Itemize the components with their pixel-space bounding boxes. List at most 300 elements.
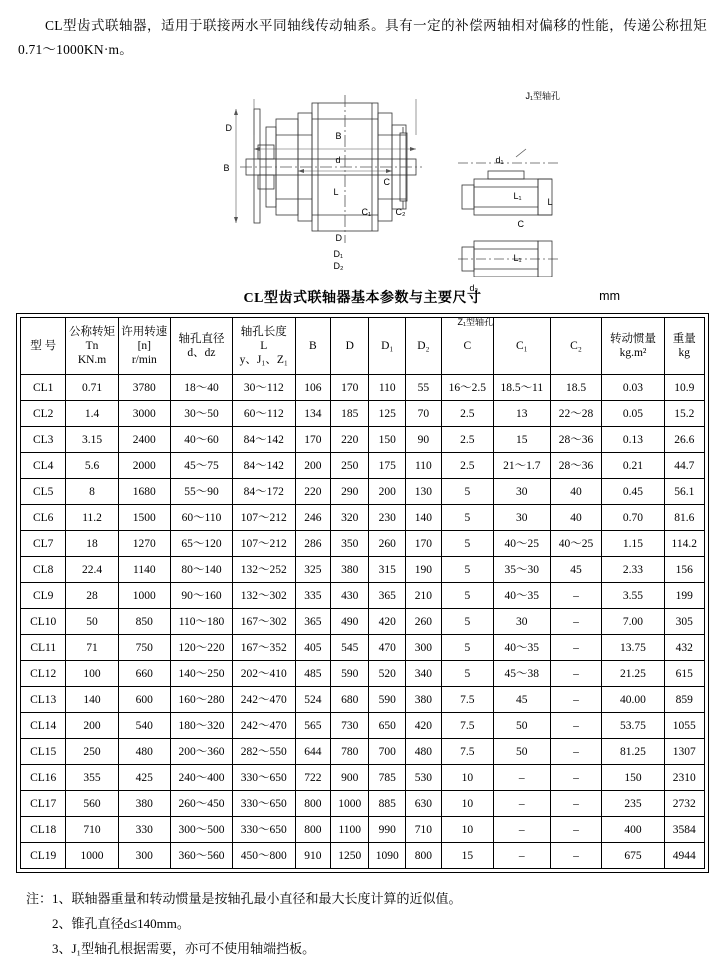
table-cell: 3000 [118, 401, 170, 427]
table-cell: 10 [441, 791, 493, 817]
table-cell: 140～250 [170, 661, 232, 687]
cell-model: CL13 [21, 687, 66, 713]
table-cell: 107～212 [233, 531, 296, 557]
header-line: C₂ [570, 340, 582, 353]
header-line: 轴孔长度 [240, 325, 287, 338]
table-row [21, 817, 705, 843]
table-cell: 300 [406, 635, 442, 661]
table-cell: 150 [369, 427, 406, 453]
cell-model: CL19 [21, 843, 66, 869]
table-row [21, 765, 705, 791]
cell-model: CL3 [21, 427, 66, 453]
table-cell: 185 [331, 401, 369, 427]
table-cell: 210 [406, 583, 442, 609]
table-row [21, 739, 705, 765]
table-cell: 235 [602, 791, 664, 817]
col-allowable-speed [118, 318, 170, 375]
table-cell: 220 [331, 427, 369, 453]
note-2: 2、锥孔直径d≤140mm。 [52, 915, 190, 931]
table-cell: 260 [406, 609, 442, 635]
header-line: kg [678, 347, 690, 360]
table-row [21, 557, 705, 583]
table-cell: 590 [369, 687, 406, 713]
table-cell: 0.21 [602, 453, 664, 479]
table-cell: 350 [331, 531, 369, 557]
cell-model: CL14 [21, 713, 66, 739]
table-cell: 167～302 [233, 609, 296, 635]
header-line: kg.m² [619, 347, 647, 360]
table-cell: 10.9 [664, 375, 704, 401]
table-cell: 30 [494, 609, 551, 635]
table-cell: 18.5～11 [494, 375, 551, 401]
header-line: D₂ [417, 340, 430, 353]
table-cell: – [550, 609, 602, 635]
drawing-label-j1: J₁型轴孔 [525, 91, 561, 102]
table-cell: 13.75 [602, 635, 664, 661]
table-cell: 1000 [66, 843, 118, 869]
table-cell: 330～650 [233, 817, 296, 843]
table-cell: 50 [494, 713, 551, 739]
header-line: D [345, 340, 354, 353]
table-cell: 28～36 [550, 427, 602, 453]
header-line: L [260, 340, 268, 353]
cell-model: CL16 [21, 765, 66, 791]
table-cell: 520 [369, 661, 406, 687]
table-cell: 84～142 [233, 427, 296, 453]
table-head [21, 318, 705, 375]
table-cell: – [494, 765, 551, 791]
drawing-label: C₂ [395, 207, 406, 218]
table-cell: 730 [331, 713, 369, 739]
col-bore-length [233, 318, 296, 375]
table-cell: 250 [66, 739, 118, 765]
table-cell: – [494, 791, 551, 817]
table-cell: 1.4 [66, 401, 118, 427]
table-header-row [21, 318, 705, 375]
col-moment-of-inertia [602, 318, 664, 375]
table-cell: 315 [369, 557, 406, 583]
cell-model: CL18 [21, 817, 66, 843]
table-cell: 40～25 [494, 531, 551, 557]
table-title-row [0, 287, 725, 307]
table-cell: 106 [295, 375, 331, 401]
table-cell: 425 [118, 765, 170, 791]
table-cell: 2732 [664, 791, 704, 817]
col-nominal-torque [66, 318, 118, 375]
table-cell: 15 [494, 427, 551, 453]
table-cell: 565 [295, 713, 331, 739]
table-cell: 365 [369, 583, 406, 609]
table-cell: 480 [406, 739, 442, 765]
table-cell: 644 [295, 739, 331, 765]
table-cell: 2.5 [441, 427, 493, 453]
table-cell: 5 [441, 609, 493, 635]
table-cell: 660 [118, 661, 170, 687]
table-cell: 675 [602, 843, 664, 869]
table-cell: 5 [441, 505, 493, 531]
table-cell: 5.6 [66, 453, 118, 479]
drawing-label: C [383, 177, 390, 188]
table-cell: 710 [66, 817, 118, 843]
table-cell: 325 [295, 557, 331, 583]
table-cell: 200～360 [170, 739, 232, 765]
table-cell: – [550, 687, 602, 713]
cell-model: CL1 [21, 375, 66, 401]
table-cell: 15.2 [664, 401, 704, 427]
table-cell: 56.1 [664, 479, 704, 505]
table-cell: 60～112 [233, 401, 296, 427]
table-cell: 190 [406, 557, 442, 583]
table-row [21, 479, 705, 505]
table-cell: 380 [406, 687, 442, 713]
table-cell: 170 [295, 427, 331, 453]
table-cell: 45 [550, 557, 602, 583]
table-cell: 710 [406, 817, 442, 843]
table-row [21, 453, 705, 479]
table-cell: – [550, 817, 602, 843]
table-cell: 430 [331, 583, 369, 609]
table-cell: 0.03 [602, 375, 664, 401]
table-cell: 450～800 [233, 843, 296, 869]
table-cell: 110～180 [170, 609, 232, 635]
col-model [21, 318, 66, 375]
table-cell: 355 [66, 765, 118, 791]
table-row [21, 635, 705, 661]
table-cell: 156 [664, 557, 704, 583]
table-cell: 11.2 [66, 505, 118, 531]
table-cell: 0.70 [602, 505, 664, 531]
table-cell: 335 [295, 583, 331, 609]
drawing-label: D [225, 123, 232, 134]
table-cell: 340 [406, 661, 442, 687]
table-cell: 0.05 [602, 401, 664, 427]
table-cell: 305 [664, 609, 704, 635]
header-line: 转动惯量 [609, 332, 656, 345]
table-cell: 800 [295, 791, 331, 817]
table-cell: 7.5 [441, 713, 493, 739]
table-cell: 3780 [118, 375, 170, 401]
table-row [21, 687, 705, 713]
table-row [21, 661, 705, 687]
table-cell: 230 [369, 505, 406, 531]
table-cell: – [494, 843, 551, 869]
table-cell: 630 [406, 791, 442, 817]
table-cell: 170 [331, 375, 369, 401]
table-cell: 81.25 [602, 739, 664, 765]
table-cell: 260～450 [170, 791, 232, 817]
table-row [21, 609, 705, 635]
table-cell: 28～36 [550, 453, 602, 479]
table-cell: 200 [66, 713, 118, 739]
col-D1 [369, 318, 406, 375]
table-cell: 90～160 [170, 583, 232, 609]
table-cell: 1680 [118, 479, 170, 505]
table-cell: 5 [441, 661, 493, 687]
table-cell: 560 [66, 791, 118, 817]
table-cell: 160～280 [170, 687, 232, 713]
header-line: [n] [137, 340, 152, 353]
header-line: D₁ [381, 340, 394, 353]
drawing-label: B [223, 163, 230, 174]
table-cell: 90 [406, 427, 442, 453]
table-cell: 1000 [331, 791, 369, 817]
table-cell: 45 [494, 687, 551, 713]
table-cell: 365 [295, 609, 331, 635]
table-cell: 175 [369, 453, 406, 479]
table-unit-label: mm [599, 289, 620, 304]
table-row [21, 375, 705, 401]
table-cell: 615 [664, 661, 704, 687]
table-cell: 16～2.5 [441, 375, 493, 401]
table-cell: 1270 [118, 531, 170, 557]
table-cell: 134 [295, 401, 331, 427]
table-cell: 1500 [118, 505, 170, 531]
document-page [0, 14, 725, 956]
table-cell: 2310 [664, 765, 704, 791]
table-cell: – [550, 843, 602, 869]
coupling-parameters-table [20, 317, 705, 869]
table-cell: 859 [664, 687, 704, 713]
table-cell: 380 [331, 557, 369, 583]
table-cell: 45～75 [170, 453, 232, 479]
table-cell: 780 [331, 739, 369, 765]
col-C1 [494, 318, 551, 375]
table-cell: 107～212 [233, 505, 296, 531]
table-cell: 722 [295, 765, 331, 791]
table-cell: – [550, 791, 602, 817]
table-cell: 84～142 [233, 453, 296, 479]
cell-model: CL17 [21, 791, 66, 817]
cell-model: CL12 [21, 661, 66, 687]
table-cell: 200 [295, 453, 331, 479]
table-cell: 50 [494, 739, 551, 765]
table-cell: 30 [494, 505, 551, 531]
drawing-label: C₁ [361, 207, 372, 218]
col-D2 [406, 318, 442, 375]
table-cell: 35～30 [494, 557, 551, 583]
table-cell: 1100 [331, 817, 369, 843]
table-cell: 10 [441, 817, 493, 843]
header-line: r/min [131, 354, 157, 367]
table-cell: 286 [295, 531, 331, 557]
col-B [295, 318, 331, 375]
table-cell: 202～410 [233, 661, 296, 687]
table-cell: 18 [66, 531, 118, 557]
table-cell: 800 [406, 843, 442, 869]
table-cell: – [550, 583, 602, 609]
note-3: 3、J₁型轴孔根据需要，亦可不使用轴端挡板。 [52, 940, 316, 956]
table-body [21, 375, 705, 869]
table-cell: 0.71 [66, 375, 118, 401]
table-cell: 44.7 [664, 453, 704, 479]
table-cell: – [494, 817, 551, 843]
intro-paragraph: CL型齿式联轴器，适用于联接两水平同轴线传动轴系。具有一定的补偿两轴相对偏移的性能，传递公称扭矩0.71～1000KN·m。 [18, 18, 707, 57]
table-cell: 22～28 [550, 401, 602, 427]
table-cell: 65～120 [170, 531, 232, 557]
table-cell: 330 [118, 817, 170, 843]
table-row [21, 531, 705, 557]
table-cell: 110 [369, 375, 406, 401]
drawing-label: D [335, 233, 342, 244]
table-cell: 600 [118, 687, 170, 713]
col-D [331, 318, 369, 375]
table-cell: 330～650 [233, 791, 296, 817]
cell-model: CL2 [21, 401, 66, 427]
table-cell: 330～650 [233, 765, 296, 791]
col-bore-diameter [170, 318, 232, 375]
table-row [21, 843, 705, 869]
table-cell: 2.33 [602, 557, 664, 583]
header-line: Tn [85, 340, 99, 353]
table-row [21, 713, 705, 739]
table-cell: 150 [602, 765, 664, 791]
drawing-label: L [333, 187, 339, 198]
table-cell: 524 [295, 687, 331, 713]
table-cell: 3.15 [66, 427, 118, 453]
header-line: 型 号 [30, 340, 57, 353]
table-cell: 220 [295, 479, 331, 505]
table-cell: 300 [118, 843, 170, 869]
col-C2 [550, 318, 602, 375]
table-cell: 1000 [118, 583, 170, 609]
table-cell: 22.4 [66, 557, 118, 583]
table-cell: 10 [441, 765, 493, 791]
table-cell: 180～320 [170, 713, 232, 739]
table-cell: 540 [118, 713, 170, 739]
header-line: 许用转速 [121, 325, 168, 338]
table-cell: 420 [406, 713, 442, 739]
table-cell: 2.5 [441, 453, 493, 479]
table-cell: 170 [406, 531, 442, 557]
cell-model: CL8 [21, 557, 66, 583]
drawing-svg [18, 67, 708, 277]
table-cell: 71 [66, 635, 118, 661]
table-cell: 5 [441, 479, 493, 505]
table-cell: 0.13 [602, 427, 664, 453]
table-cell: 55 [406, 375, 442, 401]
drawing-label: d [335, 155, 341, 166]
drawing-label: L [547, 197, 553, 208]
drawing-label: D₁ [333, 249, 344, 260]
table-cell: 120～220 [170, 635, 232, 661]
notes-block [26, 887, 707, 961]
data-table-wrapper [16, 313, 709, 873]
table-cell: 3.55 [602, 583, 664, 609]
cell-model: CL5 [21, 479, 66, 505]
header-line: d、dz [187, 347, 216, 360]
cell-model: CL6 [21, 505, 66, 531]
header-line: B [309, 340, 317, 353]
table-cell: 4944 [664, 843, 704, 869]
table-cell: 242～470 [233, 687, 296, 713]
header-line: y、J₁、Z₁ [239, 354, 288, 367]
table-title: CL型齿式联轴器基本参数与主要尺寸 [243, 291, 482, 307]
table-row [21, 427, 705, 453]
table-cell: – [550, 739, 602, 765]
table-cell: 18.5 [550, 375, 602, 401]
table-cell: 485 [295, 661, 331, 687]
table-cell: 167～352 [233, 635, 296, 661]
table-cell: 8 [66, 479, 118, 505]
table-cell: 400 [602, 817, 664, 843]
table-cell: 1307 [664, 739, 704, 765]
table-row [21, 505, 705, 531]
table-cell: 45～38 [494, 661, 551, 687]
table-cell: 50 [66, 609, 118, 635]
table-cell: 30～50 [170, 401, 232, 427]
table-cell: 680 [331, 687, 369, 713]
table-cell: 785 [369, 765, 406, 791]
table-cell: 13 [494, 401, 551, 427]
table-cell: 320 [331, 505, 369, 531]
table-row [21, 583, 705, 609]
table-cell: 40～35 [494, 635, 551, 661]
header-line: KN.m [77, 354, 107, 367]
table-cell: 900 [331, 765, 369, 791]
table-cell: 15 [441, 843, 493, 869]
drawing-label: C [517, 219, 524, 230]
table-cell: 405 [295, 635, 331, 661]
table-cell: 260 [369, 531, 406, 557]
table-cell: 55～90 [170, 479, 232, 505]
table-cell: 30 [494, 479, 551, 505]
table-cell: 21.25 [602, 661, 664, 687]
table-cell: 250 [331, 453, 369, 479]
table-cell: 114.2 [664, 531, 704, 557]
table-cell: 1250 [331, 843, 369, 869]
table-cell: 545 [331, 635, 369, 661]
cell-model: CL15 [21, 739, 66, 765]
cell-model: CL10 [21, 609, 66, 635]
table-cell: 1.15 [602, 531, 664, 557]
table-cell: 590 [331, 661, 369, 687]
table-cell: 530 [406, 765, 442, 791]
table-cell: 432 [664, 635, 704, 661]
drawing-label: d₂ [469, 283, 478, 294]
table-cell: 7.5 [441, 687, 493, 713]
table-cell: 0.45 [602, 479, 664, 505]
col-weight [664, 318, 704, 375]
header-line: 公称转矩 [69, 325, 116, 338]
table-cell: 885 [369, 791, 406, 817]
table-cell: 910 [295, 843, 331, 869]
table-cell: 360～560 [170, 843, 232, 869]
table-cell: 26.6 [664, 427, 704, 453]
table-cell: 130 [406, 479, 442, 505]
table-cell: 240～400 [170, 765, 232, 791]
table-cell: 132～252 [233, 557, 296, 583]
table-cell: 1140 [118, 557, 170, 583]
cell-model: CL11 [21, 635, 66, 661]
drawing-label: B [335, 131, 342, 142]
table-cell: 81.6 [664, 505, 704, 531]
table-cell: 132～302 [233, 583, 296, 609]
table-cell: 5 [441, 531, 493, 557]
table-cell: 40～60 [170, 427, 232, 453]
table-cell: 70 [406, 401, 442, 427]
table-cell: 199 [664, 583, 704, 609]
table-cell: 3584 [664, 817, 704, 843]
table-cell: 40～25 [550, 531, 602, 557]
table-cell: 140 [66, 687, 118, 713]
table-cell: 125 [369, 401, 406, 427]
table-cell: 1090 [369, 843, 406, 869]
table-cell: 18～40 [170, 375, 232, 401]
drawing-label: L₁ [513, 191, 522, 202]
table-cell: 850 [118, 609, 170, 635]
table-cell: 480 [118, 739, 170, 765]
table-cell: 2000 [118, 453, 170, 479]
